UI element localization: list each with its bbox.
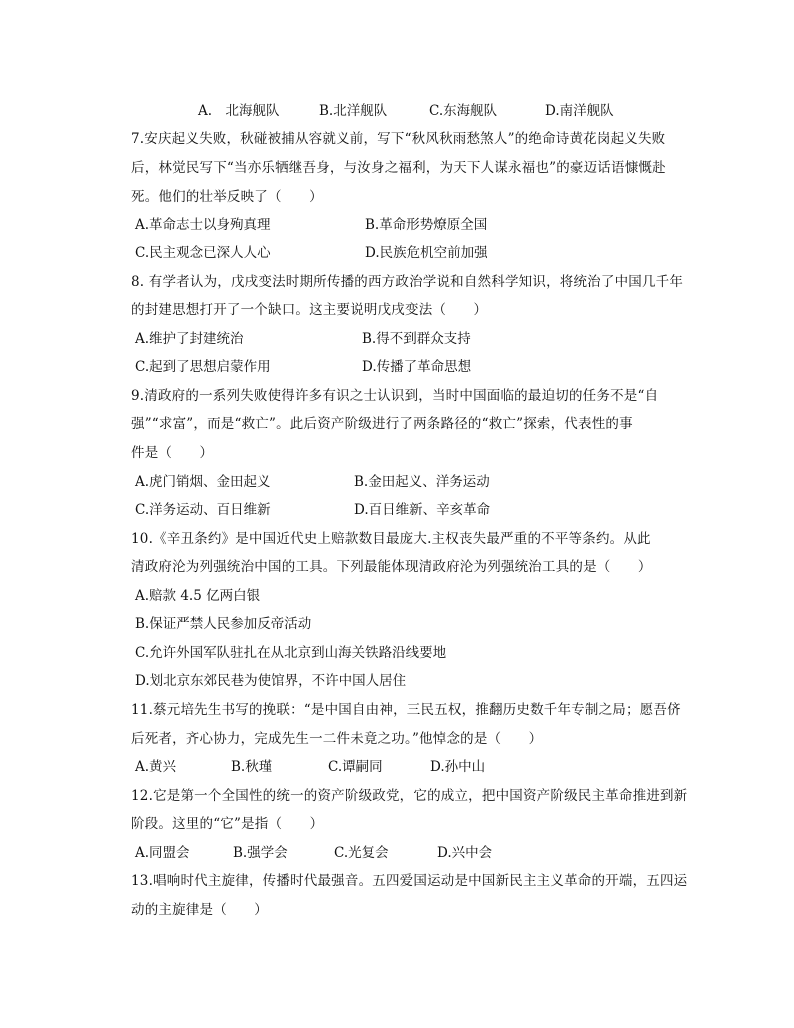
q8-option-a: A.维护了封建统治: [135, 331, 244, 347]
q10-option-a: A.赔款 4.5 亿两白银: [135, 588, 261, 604]
q10-stem-line-1: 10.《辛丑条约》是中国近代史上赔款数目最庞大.主权丧失最严重的不平等条约。从此: [131, 531, 651, 547]
q9-option-d: D.百日维新、辛亥革命: [354, 502, 491, 518]
q9-option-b: B.金田起义、洋务运动: [354, 474, 490, 490]
q7-option-d: D.民族危机空前加强: [365, 245, 488, 261]
q11-stem-line-1: 11.蔡元培先生书写的挽联：“是中国自由神，三民五权，推翻历史数千年专制之局；愿吾侪: [131, 702, 681, 718]
q8-option-d: D.传播了革命思想: [362, 359, 472, 375]
q10-option-d: D.划北京东郊民巷为使馆界，不许中国人居住: [135, 673, 407, 689]
q10-stem-line-2: 清政府沦为列强统治中国的工具。下列最能体现清政府沦为列强统治工具的是（ ）: [131, 559, 652, 575]
q12-stem-line-1: 12.它是第一个全国性的统一的资产阶级政党，它的成立，把中国资产阶级民主革命推进到新: [131, 788, 688, 804]
q11-option-a: A.黄兴: [135, 759, 177, 775]
q7-option-c: C.民主观念已深人人心: [135, 245, 271, 261]
q6-option-a: A. 北海舰队: [198, 103, 280, 119]
q8-stem-line-2: 的封建思想打开了一个缺口。这主要说明戊戌变法（ ）: [131, 302, 488, 318]
q9-stem-line-2: 强”“求富”，而是“救亡”。此后资产阶级进行了两条路径的“救亡”探索，代表性的事: [131, 416, 633, 432]
q11-option-c: C.谭嗣同: [328, 759, 383, 775]
q12-stem-line-2: 阶段。这里的“它”是指（ ）: [131, 816, 324, 832]
q8-option-c: C.起到了思想启蒙作用: [135, 359, 271, 375]
q9-option-c: C.洋务运动、百日维新: [135, 502, 271, 518]
q10-option-b: B.保证严禁人民参加反帝活动: [135, 616, 312, 632]
q13-stem-line-1: 13.唱响时代主旋律，传播时代最强音。五四爱国运动是中国新民主主义革命的开端，五四运: [131, 873, 688, 889]
q7-option-b: B.革命形势燎原全国: [365, 217, 488, 233]
q12-option-d: D.兴中会: [437, 845, 493, 861]
q11-option-d: D.孙中山: [430, 759, 486, 775]
q11-option-b: B.秋瑾: [231, 759, 273, 775]
q7-stem-line-2: 后，林觉民写下“当亦乐牺继吾身，与汝身之福利，为天下人谋永福也”的豪迈话语慷慨赴: [131, 160, 666, 176]
q11-stem-line-2: 后死者，齐心协力，完成先生一二件未竟之功。”他悼念的是（ ）: [131, 731, 543, 747]
q12-option-c: C.光复会: [334, 845, 389, 861]
q9-option-a: A.虎门销烟、金田起义: [135, 474, 271, 490]
q13-stem-line-2: 动的主旋律是（ ）: [131, 902, 268, 918]
q6-option-c: C.东海舰队: [429, 103, 498, 119]
q9-stem-line-1: 9.清政府的一系列失败使得许多有识之士认识到，当时中国面临的最迫切的任务不是“自: [131, 388, 659, 404]
q8-stem-line-1: 8. 有学者认为，戊戌变法时期所传播的西方政治学说和自然科学知识，将统治了中国几千年: [131, 274, 684, 290]
q12-option-b: B.强学会: [233, 845, 288, 861]
q10-option-c: C.允许外国军队驻扎在从北京到山海关铁路沿线要地: [135, 645, 447, 661]
q6-option-d: D.南洋舰队: [545, 103, 614, 119]
q7-stem-line-1: 7.安庆起义失败，秋碰被捕从容就义前，写下“秋风秋雨愁煞人”的绝命诗黄花岗起义失败: [131, 131, 666, 147]
q9-stem-line-3: 件是（ ）: [131, 445, 214, 461]
q6-option-b: B.北洋舰队: [319, 103, 388, 119]
q12-option-a: A.同盟会: [135, 845, 190, 861]
q8-option-b: B.得不到群众支持: [362, 331, 471, 347]
q7-stem-line-3: 死。他们的壮举反映了（ ）: [131, 189, 323, 205]
q7-option-a: A.革命志士以身殉真理: [135, 217, 271, 233]
